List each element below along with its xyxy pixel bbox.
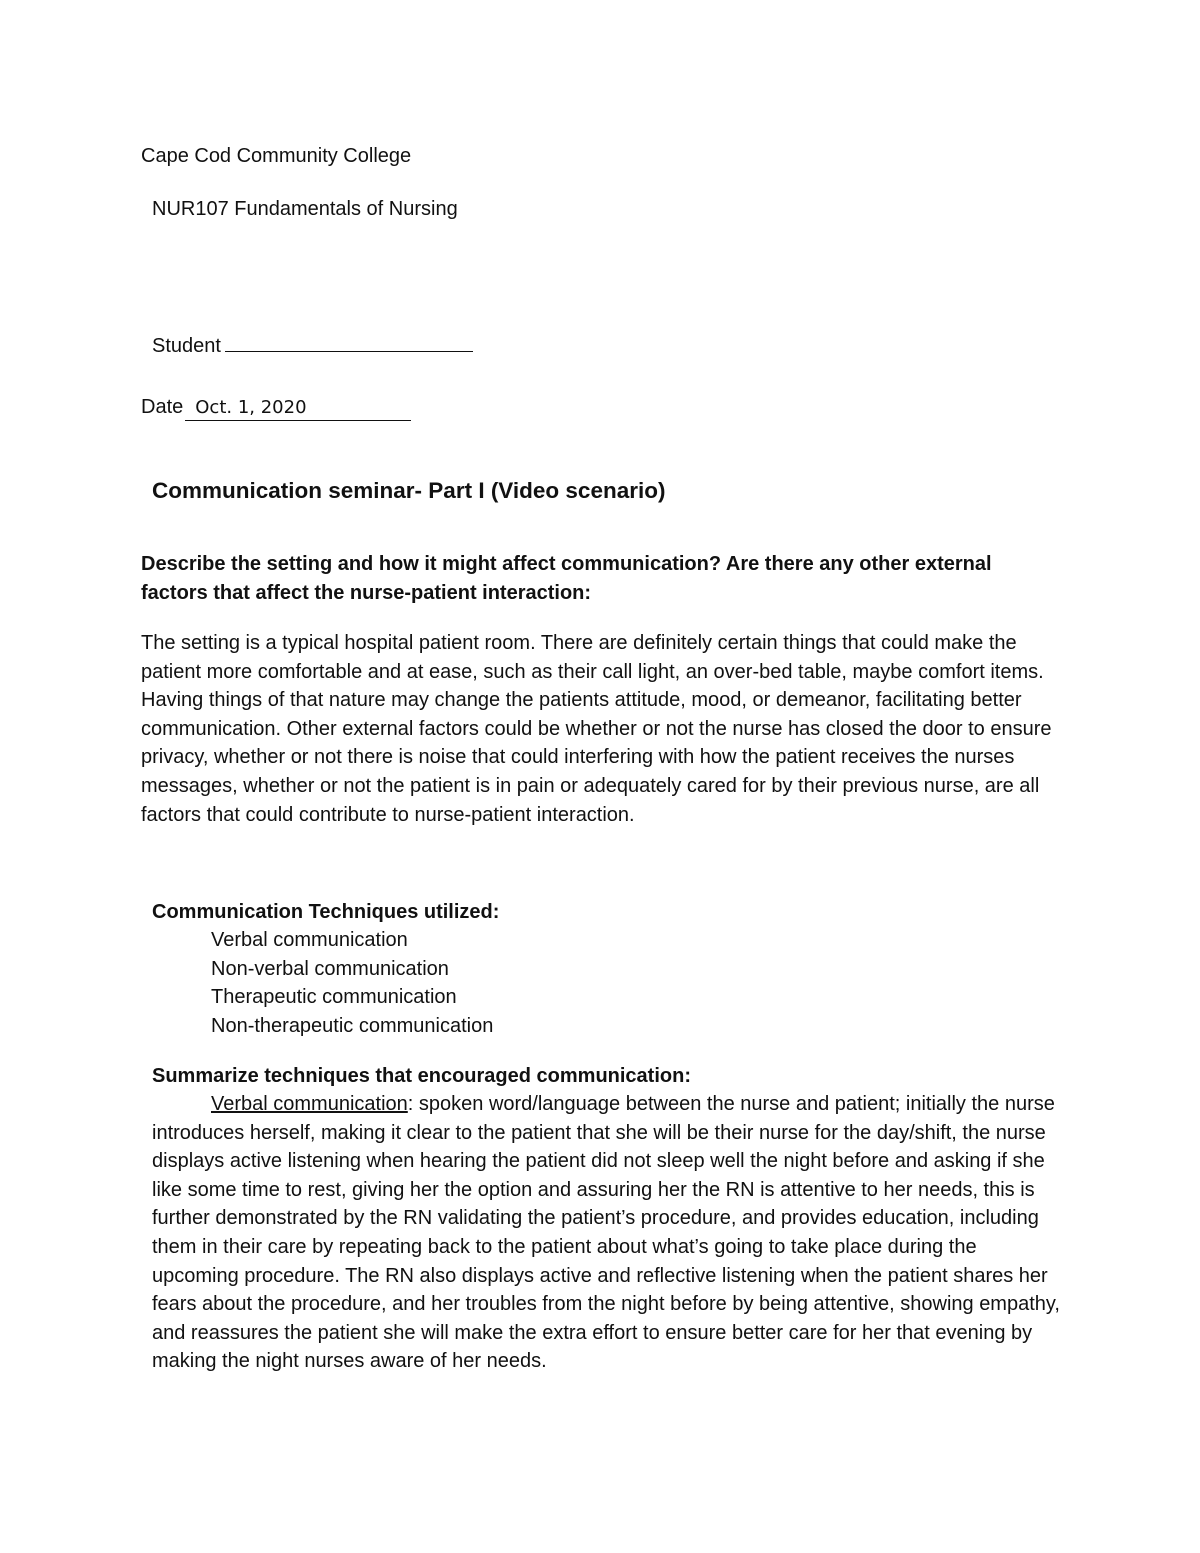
- student-field-row: [152, 331, 473, 361]
- list-item: Non-verbal communication: [211, 957, 449, 980]
- list-item: Non-therapeutic communication: [211, 1014, 494, 1037]
- list-item: Therapeutic communication: [211, 986, 457, 1009]
- date-value: Oct. 1, 2020: [185, 396, 411, 421]
- seminar-title: Communication seminar- Part I (Video scenario): [152, 478, 666, 503]
- setting-question: Describe the setting and how it might affect communication? Are there any other external factors that affect the nurse-patient interaction:: [141, 553, 992, 604]
- techniques-list: [211, 926, 493, 1040]
- setting-answer: The setting is a typical hospital patient room. There are definitely certain things that could make the patient more comfortable and at ease, such as their call light, an over-bed table, maybe comfort items. Having things of that nature may change the patients attitude, mood, or demeanor, facilitating better communication. Other external factors could be whether or not the nurse has closed the door to ensure privacy, whether or not there is noise that could interfering with how the patient receives the nurses messages, whether or not the patient is in pain or adequately cared for by their previous nurse, are all factors that could contribute to nurse-patient interaction.: [141, 632, 1052, 826]
- student-blank-line: [225, 331, 473, 352]
- student-label: Student: [152, 335, 221, 357]
- date-label: Date: [141, 396, 184, 418]
- summary-term: Verbal communication: [211, 1093, 408, 1115]
- list-item: Verbal communication: [211, 929, 408, 951]
- summary-paragraph: [152, 1090, 1064, 1376]
- course-name: NUR107 Fundamentals of Nursing: [152, 198, 458, 220]
- summary-text: : spoken word/language between the nurse and patient; initially the nurse introduces herself, making it clear to the patient that she will be their nurse for the day/shift, the nurse displays active listening when hearing the patient did not sleep well the night before and asking if she like some time to rest, giving her the option and assuring her the RN is attentive to her needs, this is further demonstrated by the RN validating the patient’s procedure, and provides education, including them in their care by repeating back to the patient about what’s going to take place during the upcoming procedure. The RN also displays active and reflective listening when the patient shares her fears about the procedure, and her troubles from the night before by being attentive, showing empathy, and reassures the patient she will make the extra effort to ensure better care for her that evening by making the night nurses aware of her needs.: [152, 1093, 1060, 1373]
- techniques-heading: Communication Techniques utilized:: [152, 901, 500, 923]
- summary-heading: Summarize techniques that encouraged communication:: [152, 1065, 691, 1087]
- date-field-row: [141, 393, 411, 422]
- college-name: Cape Cod Community College: [141, 145, 412, 167]
